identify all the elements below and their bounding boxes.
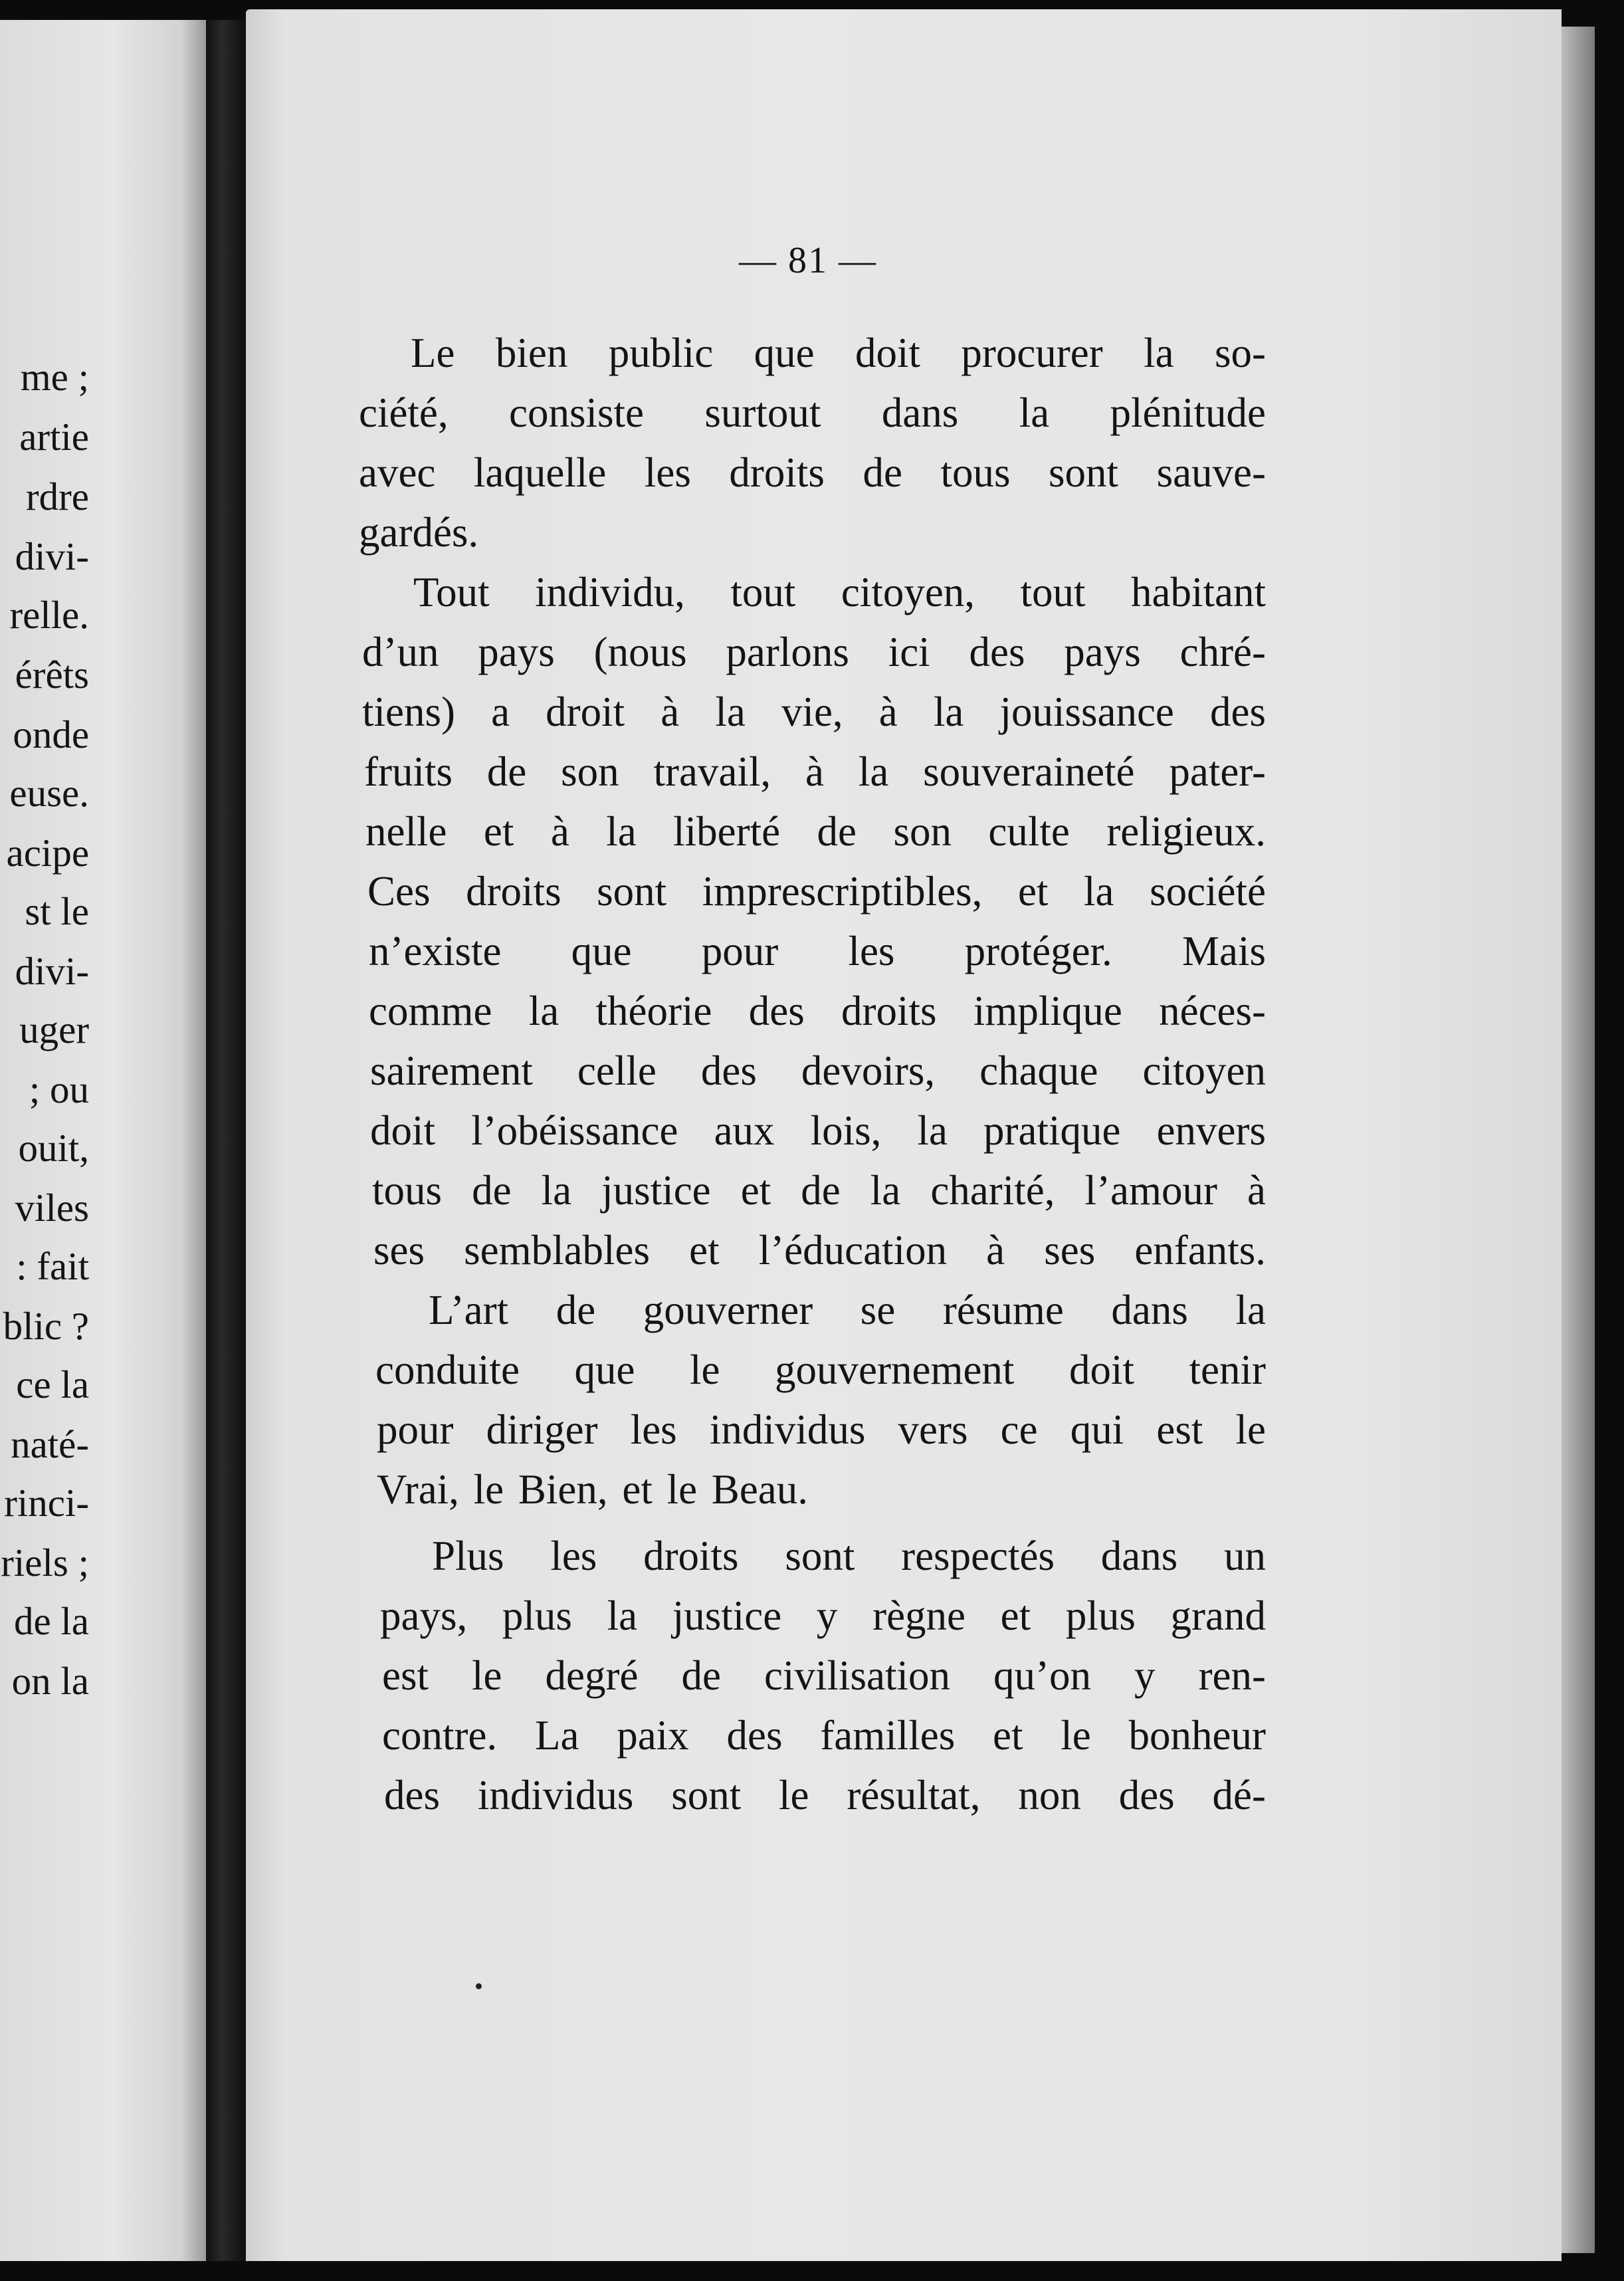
previous-page-fragment: onde [13, 712, 89, 756]
text-line: ses semblables et l’éducation à ses enfants. [373, 1227, 1266, 1273]
text-line: n’existe que pour les protéger. Mais [369, 928, 1266, 974]
previous-page-fragment: divi- [15, 949, 89, 993]
text-line: des individus sont le résultat, non des dé- [384, 1772, 1266, 1818]
text-line: fruits de son travail, à la souveraineté pater- [364, 748, 1266, 795]
text-line: ciété, consiste surtout dans la plénitude [359, 389, 1266, 436]
previous-page-fragment: acipe [6, 831, 89, 875]
previous-page-fragment: viles [15, 1186, 89, 1230]
previous-page-fragment: ce la [16, 1362, 89, 1406]
text-line: Plus les droits sont respectés dans un [432, 1533, 1266, 1579]
previous-page-fragment: ouit, [18, 1126, 89, 1170]
text-line: doit l’obéissance aux lois, la pratique envers [370, 1107, 1266, 1154]
text-line: nelle et à la liberté de son culte religieux. [365, 808, 1266, 855]
text-line: est le degré de civilisation qu’on y ren- [382, 1652, 1266, 1699]
previous-page-fragment: naté- [11, 1422, 89, 1466]
text-line: avec laquelle les droits de tous sont sauve- [359, 449, 1266, 496]
previous-page-edge [0, 20, 206, 2261]
scan-border [0, 2261, 1624, 2281]
text-line: tiens) a droit à la vie, à la jouissance des [362, 689, 1266, 735]
ink-speck [476, 1983, 482, 1989]
text-line: sairement celle des devoirs, chaque citoyen [370, 1047, 1266, 1094]
previous-page-fragment: uger [19, 1008, 89, 1051]
text-line: L’art de gouverner se résume dans la [429, 1287, 1266, 1333]
text-line: gardés. [359, 509, 479, 556]
previous-page-fragment: rinci- [4, 1481, 89, 1525]
page-number: — 81 — [739, 240, 877, 281]
previous-page-fragment: euse. [9, 771, 89, 815]
page-edge-shadow [1562, 27, 1595, 2253]
text-line: pays, plus la justice y règne et plus grand [380, 1592, 1266, 1639]
text-line: conduite que le gouvernement doit tenir [375, 1347, 1266, 1393]
text-line: Ces droits sont imprescriptibles, et la société [367, 868, 1266, 915]
previous-page-fragment: divi- [15, 534, 89, 578]
previous-page-fragment: me ; [20, 355, 89, 399]
text-line: tous de la justice et de la charité, l’amour à [372, 1167, 1266, 1214]
previous-page-fragment: rdre [26, 475, 89, 518]
previous-page-fragment: de la [13, 1599, 89, 1643]
text-line: pour diriger les individus vers ce qui est le [377, 1406, 1266, 1453]
text-line: Tout individu, tout citoyen, tout habitant [413, 569, 1266, 615]
text-line: Vrai, le Bien, et le Beau. [377, 1466, 808, 1513]
previous-page-fragment: relle. [9, 593, 89, 637]
previous-page-fragment: : fait [16, 1244, 89, 1288]
previous-page-fragment: on la [11, 1659, 89, 1703]
previous-page-fragment: ; ou [29, 1067, 89, 1111]
text-line: comme la théorie des droits implique néces- [369, 988, 1266, 1034]
book-gutter [206, 20, 246, 2261]
text-line: contre. La paix des familles et le bonheur [382, 1712, 1266, 1759]
previous-page-fragment: artie [19, 415, 89, 459]
text-line: d’un pays (nous parlons ici des pays chré- [362, 629, 1266, 675]
previous-page-fragment: blic ? [3, 1304, 89, 1348]
previous-page-fragment: riels ; [1, 1541, 89, 1584]
text-line: Le bien public que doit procurer la so- [411, 330, 1266, 376]
previous-page-fragment: érêts [15, 653, 89, 697]
previous-page-fragment: st le [25, 889, 89, 933]
